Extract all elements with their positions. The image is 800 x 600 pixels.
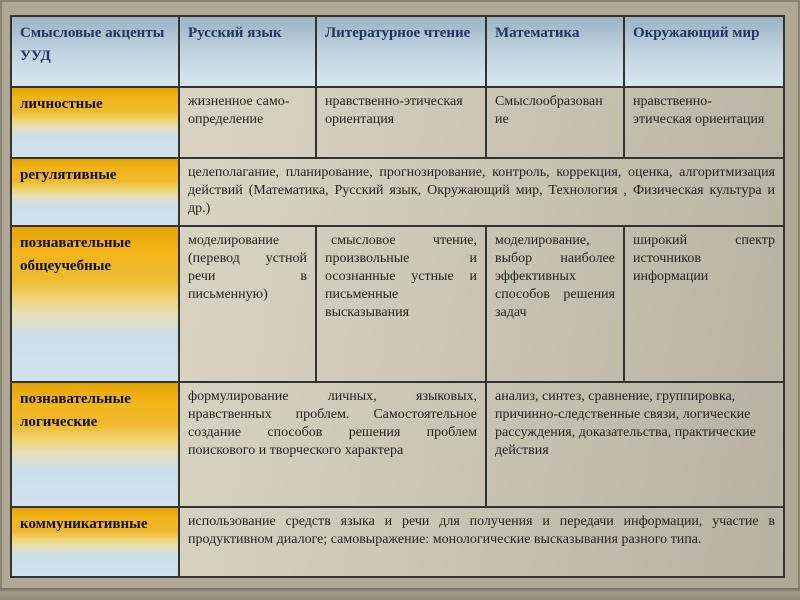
cell-cognitive-logical-language-subjects: формулирование личных, языковых, нравственных проблем. Самостоятельное создание способов решения проблем поискового и творческого характера: [179, 382, 486, 507]
header-row: [11, 16, 784, 87]
header-cell-mathematics: Математика: [486, 16, 624, 87]
header-cell-literary-reading: Литературное чтение: [316, 16, 486, 87]
cell-personal-math: Смыслообразование: [486, 87, 624, 158]
row-communicative: [11, 507, 784, 577]
cell-personal-russian: жизненное само-определение: [179, 87, 316, 158]
slide-bottom-edge: [0, 588, 800, 600]
cell-cognitive-logical-math-world: анализ, синтез, сравнение, группировка, причинно-следственные связи, логические рассуждения, доказательства, практические действия: [486, 382, 784, 507]
uud-accents-table: [10, 15, 785, 578]
header-cell-world-around: Окружающий мир: [624, 16, 784, 87]
row-label-cognitive-logical: познавательные логические: [11, 382, 179, 507]
row-label-communicative: коммуникативные: [11, 507, 179, 577]
cell-cognitive-general-russian: моделирование (перевод устной речи в письменную): [179, 226, 316, 382]
cell-communicative-all-subjects: использование средств языка и речи для получения и передачи информации, участие в продуктивном диалоге; самовыражение: монологические высказывания разного типа.: [179, 507, 784, 577]
cell-cognitive-general-reading: смысловое чтение, произвольные и осознанные устные и письменные высказывания: [316, 226, 486, 382]
row-label-cognitive-general: познавательные общеучебные: [11, 226, 179, 382]
row-label-regulative: регулятивные: [11, 158, 179, 226]
row-regulative: [11, 158, 784, 226]
row-cognitive-general: [11, 226, 784, 382]
row-label-personal: личностные: [11, 87, 179, 158]
cell-cognitive-general-world: широкий спектр источников информации: [624, 226, 784, 382]
header-cell-uud-accents: Смысловые акценты УУД: [11, 16, 179, 87]
row-cognitive-logical: [11, 382, 784, 507]
cell-cognitive-general-math: моделирование, выбор наиболее эффективных способов решения задач: [486, 226, 624, 382]
cell-regulative-all-subjects: целеполагание, планирование, прогнозирование, контроль, коррекция, оценка, алгоритмизация действий (Математика, Русский язык, Окружающий мир, Технология , Физическая культура и др.): [179, 158, 784, 226]
cell-personal-reading: нравственно-этическая ориентация: [316, 87, 486, 158]
cell-personal-world: нравственно-этическая ориентация: [624, 87, 784, 158]
row-personal: [11, 87, 784, 158]
header-cell-russian-language: Русский язык: [179, 16, 316, 87]
